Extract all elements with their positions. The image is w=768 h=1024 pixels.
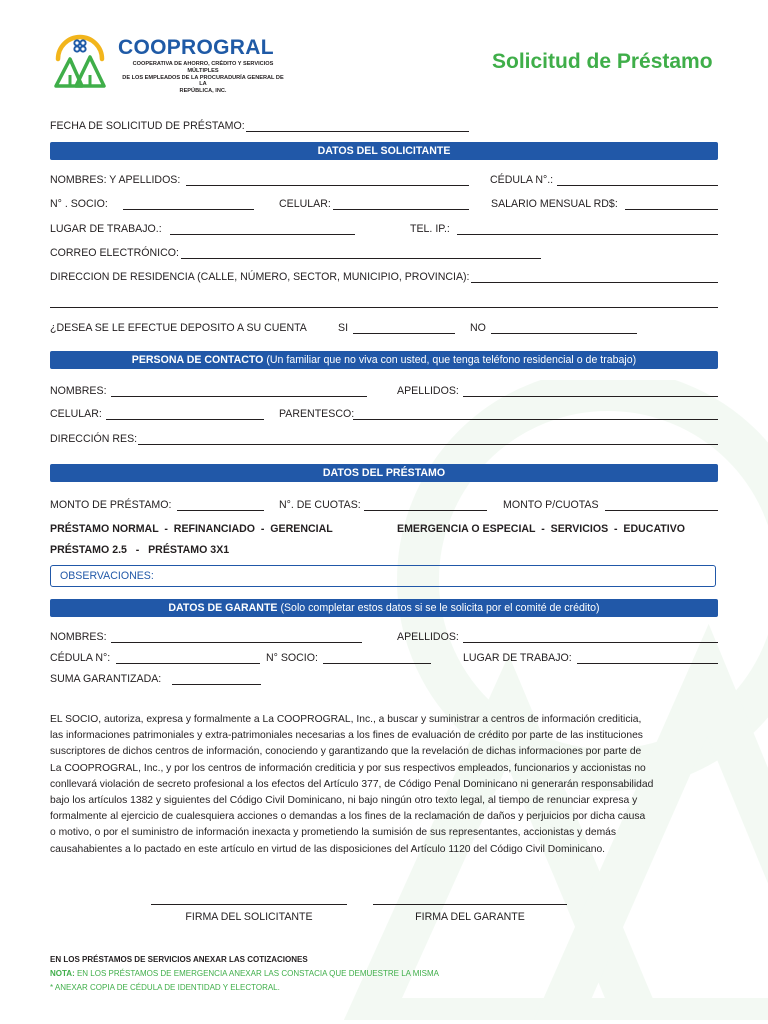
contacto-direccion-label: DIRECCIÓN RES: [50,433,138,445]
contacto-apellidos-label: APELLIDOS: [397,385,459,397]
tel-label: TEL. IP.: [410,223,450,235]
direccion-label: DIRECCION DE RESIDENCIA (CALLE, NÚMERO, SECTOR, MUNICIPIO, PROVINCIA): [50,271,470,283]
garante-cedula-label: CÉDULA N°: [50,652,111,664]
section-solicitante-header [50,142,718,160]
section-title: DATOS DEL PRÉSTAMO [322,467,446,479]
brand-subtitle-line: DE LOS EMPLEADOS DE LA PROCURADURÍA GENERAL DE LA [122,74,284,88]
lugar-trabajo-field[interactable] [170,234,355,235]
socio-field[interactable] [123,209,254,210]
deposito-si-field[interactable] [353,333,455,334]
section-title: DATOS DE GARANTE [168,602,278,614]
garante-lugar-label: LUGAR DE TRABAJO: [463,652,572,664]
firma-solicitante-label: FIRMA DEL SOLICITANTE [185,911,313,923]
contacto-parentesco-field[interactable] [353,419,718,420]
page-title: Solicitud de Préstamo [492,50,713,73]
cuotas-label: N°. DE CUOTAS: [279,499,361,511]
deposito-no-field[interactable] [491,333,637,334]
deposito-no-label: NO [470,322,486,334]
garante-nombres-field[interactable] [111,642,362,643]
monto-cuotas-label: MONTO P/CUOTAS [503,499,599,511]
nombres-label: NOMBRES: Y APELLIDOS: [50,174,181,186]
firma-solicitante-line[interactable] [151,904,347,905]
nota-cedula: * ANEXAR COPIA DE CÉDULA DE IDENTIDAD Y ELECTORAL. [50,983,280,992]
monto-cuotas-field[interactable] [605,510,718,511]
contacto-parentesco-label: PARENTESCO: [279,408,355,420]
firma-garante-label: FIRMA DEL GARANTE [415,911,525,923]
contacto-direccion-field[interactable] [138,444,718,445]
section-prestamo-header [50,464,718,482]
section-garante-header [50,599,718,617]
tipos-prestamo-line1b[interactable]: EMERGENCIA O ESPECIAL - SERVICIOS - EDUCATIVO [397,523,686,535]
contacto-nombres-label: NOMBRES: [50,385,107,397]
brand-subtitle [118,61,288,95]
observaciones-label: OBSERVACIONES: [60,570,154,582]
garante-apellidos-field[interactable] [463,642,718,643]
nombres-field[interactable] [186,185,469,186]
contacto-apellidos-field[interactable] [463,396,718,397]
legal-line: suscriptores de dichos centros de información, conociendo y garantizando que la revelación de dichas informaciones por parte de [50,746,642,758]
legal-line: La COOPROGRAL, Inc., y por los centros de información crediticia y por sus respectivos empleados, funcionarios y accionistas no [50,762,646,774]
lugar-trabajo-label: LUGAR DE TRABAJO.: [50,223,162,235]
legal-line: conllevará violación de secreto profesional a los efectos del Artículo 377, de Código Penal Dominicano ni generarán responsabilidad [50,778,654,790]
direccion-field[interactable] [471,282,718,283]
legal-line: formalmente al ejercicio de cualesquiera acciones o demandas a los fines de la reclamación de daños y perjuicios por dicha causa [50,811,646,823]
cedula-label: CÉDULA N°.: [490,174,554,186]
brand-subtitle-line: REPÚBLICA, INC. [179,88,227,95]
section-note: (Solo completar estos datos si se le solicita por el comité de crédito) [280,602,600,614]
deposito-label: ¿DESEA SE LE EFECTUE DEPOSITO A SU CUENTA [50,322,307,334]
garante-socio-field[interactable] [323,663,431,664]
legal-line: o motivo, o por el suministro de información inexacta y prometiendo la sumisión de sus representantes, accionistas y demás [50,827,617,839]
brand-subtitle-line: COOPERATIVA DE AHORRO, CRÉDITO Y SERVICIOS MÚLTIPLES [132,61,274,74]
contacto-nombres-field[interactable] [111,396,367,397]
garante-socio-label: N° SOCIO: [266,652,318,664]
section-contacto-header [50,351,718,369]
socio-label: N° . SOCIO: [50,198,108,210]
correo-label: CORREO ELECTRÓNICO: [50,247,179,259]
brand-name: COOPROGRAL [118,36,274,59]
monto-field[interactable] [177,510,264,511]
salario-label: SALARIO MENSUAL RD$: [491,198,618,210]
direccion-field-line2[interactable] [50,307,718,308]
section-note: (Un familiar que no viva con usted, que tenga teléfono residencial o de trabajo) [266,354,637,366]
celular-label: CELULAR: [279,198,331,210]
section-title: PERSONA DE CONTACTO [131,354,264,366]
nota-servicios: EN LOS PRÉSTAMOS DE SERVICIOS ANEXAR LAS COTIZACIONES [50,955,308,964]
deposito-si-label: SI [338,322,349,334]
correo-field[interactable] [181,258,541,259]
tipos-prestamo-line2[interactable]: PRÉSTAMO 2.5 - PRÉSTAMO 3X1 [50,544,230,556]
contacto-celular-field[interactable] [106,419,264,420]
legal-line: bajo los artículos 1382 y siguientes del Código Civil Dominicano, ni bajo ningún otro texto legal, al tiempo de renunciar expresa y [50,795,638,807]
observaciones-box[interactable] [50,565,716,587]
nota-label: NOTA: [50,969,75,978]
fecha-field[interactable] [246,131,469,132]
tipos-prestamo-line1[interactable]: PRÉSTAMO NORMAL - REFINANCIADO - GERENCIAL [50,523,333,535]
cooprogral-logo-icon [50,29,110,89]
nota-text: EN LOS PRÉSTAMOS DE EMERGENCIA ANEXAR LAS CONSTACIA QUE DEMUESTRE LA MISMA [76,969,439,978]
garante-suma-label: SUMA GARANTIZADA: [50,673,162,685]
monto-label: MONTO DE PRÉSTAMO: [50,499,172,511]
garante-nombres-label: NOMBRES: [50,631,107,643]
contacto-celular-label: CELULAR: [50,408,102,420]
fecha-label: FECHA DE SOLICITUD DE PRÉSTAMO: [50,120,245,132]
legal-line: causahabientes a lo pactado en este artículo en virtud de las disposiciones del Artículo 1120 del Código Civil Dominicano. [50,843,606,855]
garante-suma-field[interactable] [172,684,261,685]
garante-lugar-field[interactable] [577,663,718,664]
nota-emergencia [50,968,439,980]
garante-cedula-field[interactable] [116,663,260,664]
section-title: DATOS DEL SOLICITANTE [317,145,451,157]
legal-authorization-text [50,712,722,858]
tel-field[interactable] [457,234,718,235]
cuotas-field[interactable] [364,510,487,511]
celular-field[interactable] [333,209,469,210]
cedula-field[interactable] [557,185,718,186]
salario-field[interactable] [625,209,718,210]
legal-line: las informaciones patrimoniales y extra-patrimoniales necesarias a los fines de evaluación de crédito por parte de las instituciones [50,730,643,742]
legal-line: EL SOCIO, autoriza, expresa y formalmente a La COOPROGRAL, Inc., a buscar y suministrar a centros de información crediticia, [50,714,642,725]
firma-garante-line[interactable] [373,904,567,905]
garante-apellidos-label: APELLIDOS: [397,631,459,643]
